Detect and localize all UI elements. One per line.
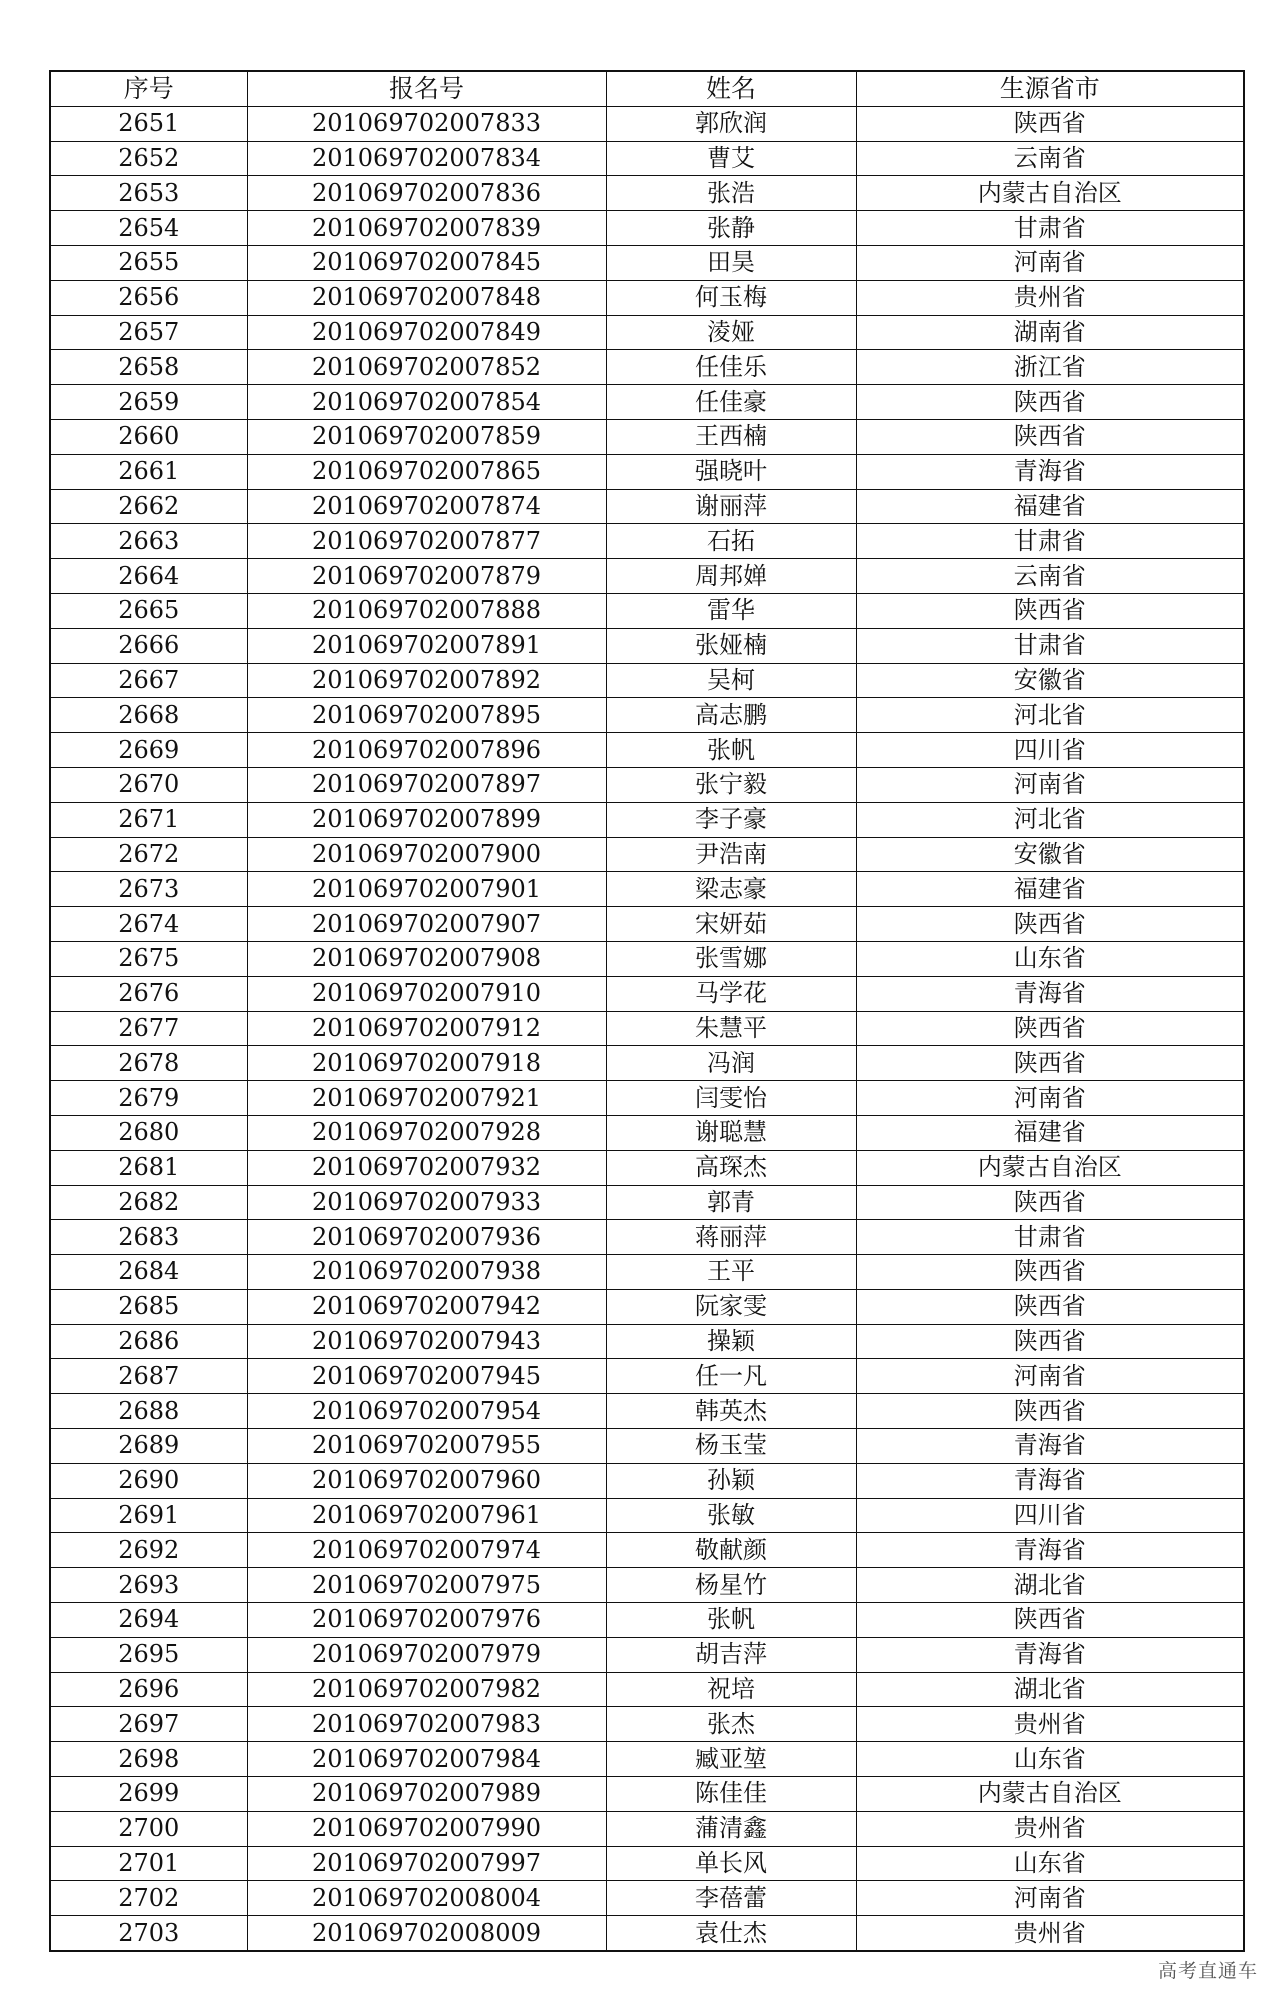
cell-name: 张宁毅: [606, 767, 856, 802]
cell-registration-number: 201069702007910: [247, 976, 606, 1011]
table-row: [50, 1707, 1244, 1742]
cell-origin-province: 陕西省: [856, 1394, 1244, 1429]
cell-origin-province: 湖北省: [856, 1568, 1244, 1603]
cell-serial-number: 2681: [50, 1150, 247, 1185]
cell-serial-number: 2671: [50, 802, 247, 837]
cell-origin-province: 陕西省: [856, 385, 1244, 420]
cell-name: 郭青: [606, 1185, 856, 1220]
table-row: [50, 733, 1244, 768]
table-row: [50, 1185, 1244, 1220]
cell-registration-number: 201069702008009: [247, 1916, 606, 1951]
table-row: [50, 1046, 1244, 1081]
header-serial-number: 序号: [50, 71, 247, 106]
table-row: [50, 698, 1244, 733]
table-row: [50, 141, 1244, 176]
cell-origin-province: 陕西省: [856, 106, 1244, 141]
cell-origin-province: 贵州省: [856, 1707, 1244, 1742]
cell-serial-number: 2677: [50, 1011, 247, 1046]
cell-serial-number: 2664: [50, 559, 247, 594]
cell-origin-province: 山东省: [856, 1742, 1244, 1777]
cell-registration-number: 201069702007961: [247, 1498, 606, 1533]
cell-serial-number: 2660: [50, 419, 247, 454]
table-row: [50, 385, 1244, 420]
cell-serial-number: 2695: [50, 1637, 247, 1672]
cell-registration-number: 201069702007839: [247, 211, 606, 246]
cell-name: 张娅楠: [606, 628, 856, 663]
cell-origin-province: 福建省: [856, 489, 1244, 524]
cell-serial-number: 2674: [50, 907, 247, 942]
cell-registration-number: 201069702007852: [247, 350, 606, 385]
cell-serial-number: 2683: [50, 1220, 247, 1255]
table-row: [50, 245, 1244, 280]
cell-name: 淩娅: [606, 315, 856, 350]
table-row: [50, 663, 1244, 698]
cell-serial-number: 2676: [50, 976, 247, 1011]
cell-serial-number: 2668: [50, 698, 247, 733]
cell-name: 杨玉莹: [606, 1429, 856, 1464]
cell-origin-province: 山东省: [856, 941, 1244, 976]
cell-name: 李蓓蕾: [606, 1881, 856, 1916]
table-row: [50, 1081, 1244, 1116]
cell-origin-province: 青海省: [856, 1533, 1244, 1568]
table-row: [50, 1672, 1244, 1707]
cell-serial-number: 2694: [50, 1603, 247, 1638]
cell-name: 郭欣润: [606, 106, 856, 141]
cell-origin-province: 陕西省: [856, 419, 1244, 454]
table-row: [50, 1463, 1244, 1498]
table-row: [50, 280, 1244, 315]
cell-origin-province: 陕西省: [856, 593, 1244, 628]
cell-origin-province: 河南省: [856, 1359, 1244, 1394]
header-registration-number: 报名号: [247, 71, 606, 106]
cell-registration-number: 201069702007895: [247, 698, 606, 733]
watermark-text: 高考直通车: [1157, 1960, 1258, 1982]
cell-origin-province: 福建省: [856, 1115, 1244, 1150]
cell-name: 任佳乐: [606, 350, 856, 385]
table-header-row: [50, 71, 1244, 106]
cell-origin-province: 青海省: [856, 1637, 1244, 1672]
cell-name: 敬献颜: [606, 1533, 856, 1568]
cell-registration-number: 201069702007979: [247, 1637, 606, 1672]
cell-name: 王西楠: [606, 419, 856, 454]
cell-name: 闫雯怡: [606, 1081, 856, 1116]
cell-origin-province: 四川省: [856, 1498, 1244, 1533]
cell-registration-number: 201069702007896: [247, 733, 606, 768]
cell-serial-number: 2687: [50, 1359, 247, 1394]
cell-registration-number: 201069702007984: [247, 1742, 606, 1777]
cell-registration-number: 201069702007955: [247, 1429, 606, 1464]
table-row: [50, 1742, 1244, 1777]
cell-serial-number: 2665: [50, 593, 247, 628]
cell-name: 宋妍茹: [606, 907, 856, 942]
cell-origin-province: 安徽省: [856, 663, 1244, 698]
cell-registration-number: 201069702007975: [247, 1568, 606, 1603]
cell-registration-number: 201069702007997: [247, 1846, 606, 1881]
cell-name: 朱慧平: [606, 1011, 856, 1046]
cell-origin-province: 山东省: [856, 1846, 1244, 1881]
cell-name: 张杰: [606, 1707, 856, 1742]
cell-origin-province: 湖南省: [856, 315, 1244, 350]
table-row: [50, 1603, 1244, 1638]
cell-origin-province: 陕西省: [856, 1185, 1244, 1220]
cell-name: 张帆: [606, 1603, 856, 1638]
cell-origin-province: 湖北省: [856, 1672, 1244, 1707]
cell-name: 张静: [606, 211, 856, 246]
table-row: [50, 1429, 1244, 1464]
cell-serial-number: 2658: [50, 350, 247, 385]
table-row: [50, 419, 1244, 454]
cell-serial-number: 2690: [50, 1463, 247, 1498]
cell-origin-province: 云南省: [856, 141, 1244, 176]
cell-serial-number: 2661: [50, 454, 247, 489]
cell-origin-province: 陕西省: [856, 1255, 1244, 1290]
cell-origin-province: 河南省: [856, 767, 1244, 802]
cell-origin-province: 青海省: [856, 1429, 1244, 1464]
cell-name: 高琛杰: [606, 1150, 856, 1185]
cell-serial-number: 2685: [50, 1289, 247, 1324]
cell-origin-province: 内蒙古自治区: [856, 1150, 1244, 1185]
header-name: 姓名: [606, 71, 856, 106]
cell-serial-number: 2692: [50, 1533, 247, 1568]
table-row: [50, 106, 1244, 141]
table-row: [50, 176, 1244, 211]
table-row: [50, 941, 1244, 976]
table-row: [50, 907, 1244, 942]
table-row: [50, 1568, 1244, 1603]
cell-origin-province: 陕西省: [856, 1289, 1244, 1324]
cell-origin-province: 陕西省: [856, 1603, 1244, 1638]
cell-name: 胡吉萍: [606, 1637, 856, 1672]
cell-name: 高志鹏: [606, 698, 856, 733]
cell-registration-number: 201069702007918: [247, 1046, 606, 1081]
table-row: [50, 1289, 1244, 1324]
cell-origin-province: 甘肃省: [856, 211, 1244, 246]
cell-serial-number: 2703: [50, 1916, 247, 1951]
table-row: [50, 976, 1244, 1011]
cell-serial-number: 2698: [50, 1742, 247, 1777]
table-body: [50, 106, 1244, 1951]
cell-serial-number: 2688: [50, 1394, 247, 1429]
cell-origin-province: 河南省: [856, 245, 1244, 280]
cell-serial-number: 2662: [50, 489, 247, 524]
cell-serial-number: 2682: [50, 1185, 247, 1220]
cell-serial-number: 2693: [50, 1568, 247, 1603]
cell-serial-number: 2656: [50, 280, 247, 315]
cell-origin-province: 内蒙古自治区: [856, 176, 1244, 211]
table-row: [50, 1220, 1244, 1255]
cell-serial-number: 2653: [50, 176, 247, 211]
cell-name: 强晓叶: [606, 454, 856, 489]
cell-registration-number: 201069702007989: [247, 1777, 606, 1812]
cell-registration-number: 201069702007954: [247, 1394, 606, 1429]
cell-registration-number: 201069702008004: [247, 1881, 606, 1916]
cell-registration-number: 201069702007877: [247, 524, 606, 559]
cell-registration-number: 201069702007921: [247, 1081, 606, 1116]
cell-name: 冯润: [606, 1046, 856, 1081]
enrollment-table: [49, 70, 1245, 1952]
cell-serial-number: 2680: [50, 1115, 247, 1150]
cell-origin-province: 河南省: [856, 1881, 1244, 1916]
table-row: [50, 1324, 1244, 1359]
cell-registration-number: 201069702007888: [247, 593, 606, 628]
cell-serial-number: 2700: [50, 1811, 247, 1846]
cell-serial-number: 2699: [50, 1777, 247, 1812]
cell-name: 曹艾: [606, 141, 856, 176]
cell-name: 张帆: [606, 733, 856, 768]
cell-registration-number: 201069702007908: [247, 941, 606, 976]
cell-name: 何玉梅: [606, 280, 856, 315]
cell-registration-number: 201069702007960: [247, 1463, 606, 1498]
table-row: [50, 524, 1244, 559]
cell-serial-number: 2678: [50, 1046, 247, 1081]
cell-registration-number: 201069702007901: [247, 872, 606, 907]
cell-name: 周邦婵: [606, 559, 856, 594]
cell-serial-number: 2684: [50, 1255, 247, 1290]
cell-name: 操颖: [606, 1324, 856, 1359]
table-row: [50, 1846, 1244, 1881]
table-row: [50, 1498, 1244, 1533]
cell-registration-number: 201069702007976: [247, 1603, 606, 1638]
cell-name: 尹浩南: [606, 837, 856, 872]
cell-registration-number: 201069702007943: [247, 1324, 606, 1359]
cell-name: 袁仕杰: [606, 1916, 856, 1951]
cell-registration-number: 201069702007936: [247, 1220, 606, 1255]
cell-serial-number: 2686: [50, 1324, 247, 1359]
cell-name: 单长风: [606, 1846, 856, 1881]
cell-serial-number: 2673: [50, 872, 247, 907]
cell-serial-number: 2701: [50, 1846, 247, 1881]
table-row: [50, 1533, 1244, 1568]
table-row: [50, 628, 1244, 663]
cell-name: 臧亚堃: [606, 1742, 856, 1777]
cell-registration-number: 201069702007899: [247, 802, 606, 837]
cell-serial-number: 2651: [50, 106, 247, 141]
cell-serial-number: 2657: [50, 315, 247, 350]
cell-registration-number: 201069702007982: [247, 1672, 606, 1707]
cell-serial-number: 2675: [50, 941, 247, 976]
table-row: [50, 1115, 1244, 1150]
cell-name: 王平: [606, 1255, 856, 1290]
cell-name: 孙颖: [606, 1463, 856, 1498]
cell-name: 韩英杰: [606, 1394, 856, 1429]
cell-name: 祝培: [606, 1672, 856, 1707]
cell-name: 梁志豪: [606, 872, 856, 907]
cell-registration-number: 201069702007859: [247, 419, 606, 454]
cell-serial-number: 2670: [50, 767, 247, 802]
cell-serial-number: 2702: [50, 1881, 247, 1916]
cell-origin-province: 贵州省: [856, 280, 1244, 315]
cell-origin-province: 甘肃省: [856, 524, 1244, 559]
cell-origin-province: 贵州省: [856, 1811, 1244, 1846]
table-row: [50, 1916, 1244, 1951]
cell-name: 谢丽萍: [606, 489, 856, 524]
cell-origin-province: 云南省: [856, 559, 1244, 594]
cell-registration-number: 201069702007879: [247, 559, 606, 594]
cell-name: 谢聪慧: [606, 1115, 856, 1150]
cell-name: 阮家雯: [606, 1289, 856, 1324]
header-origin-province: 生源省市: [856, 71, 1244, 106]
cell-serial-number: 2697: [50, 1707, 247, 1742]
cell-name: 任佳豪: [606, 385, 856, 420]
cell-registration-number: 201069702007897: [247, 767, 606, 802]
table-row: [50, 1811, 1244, 1846]
cell-registration-number: 201069702007900: [247, 837, 606, 872]
cell-registration-number: 201069702007891: [247, 628, 606, 663]
cell-name: 张雪娜: [606, 941, 856, 976]
cell-origin-province: 福建省: [856, 872, 1244, 907]
cell-origin-province: 甘肃省: [856, 1220, 1244, 1255]
cell-name: 杨星竹: [606, 1568, 856, 1603]
table-row: [50, 767, 1244, 802]
table-row: [50, 315, 1244, 350]
table-row: [50, 1394, 1244, 1429]
cell-registration-number: 201069702007983: [247, 1707, 606, 1742]
cell-serial-number: 2654: [50, 211, 247, 246]
table-row: [50, 1359, 1244, 1394]
cell-serial-number: 2689: [50, 1429, 247, 1464]
cell-serial-number: 2659: [50, 385, 247, 420]
cell-origin-province: 陕西省: [856, 1011, 1244, 1046]
table-row: [50, 350, 1244, 385]
cell-origin-province: 陕西省: [856, 1046, 1244, 1081]
table-row: [50, 1637, 1244, 1672]
cell-registration-number: 201069702007833: [247, 106, 606, 141]
cell-registration-number: 201069702007945: [247, 1359, 606, 1394]
cell-name: 雷华: [606, 593, 856, 628]
cell-registration-number: 201069702007907: [247, 907, 606, 942]
cell-name: 张敏: [606, 1498, 856, 1533]
cell-serial-number: 2666: [50, 628, 247, 663]
cell-origin-province: 河北省: [856, 802, 1244, 837]
cell-origin-province: 贵州省: [856, 1916, 1244, 1951]
table-row: [50, 1881, 1244, 1916]
cell-serial-number: 2655: [50, 245, 247, 280]
table-row: [50, 1255, 1244, 1290]
cell-serial-number: 2652: [50, 141, 247, 176]
cell-name: 蒲清鑫: [606, 1811, 856, 1846]
table-row: [50, 211, 1244, 246]
cell-origin-province: 浙江省: [856, 350, 1244, 385]
cell-registration-number: 201069702007912: [247, 1011, 606, 1046]
cell-registration-number: 201069702007892: [247, 663, 606, 698]
cell-origin-province: 河南省: [856, 1081, 1244, 1116]
cell-registration-number: 201069702007938: [247, 1255, 606, 1290]
cell-origin-province: 青海省: [856, 1463, 1244, 1498]
cell-name: 田昊: [606, 245, 856, 280]
cell-name: 石拓: [606, 524, 856, 559]
cell-registration-number: 201069702007836: [247, 176, 606, 211]
cell-registration-number: 201069702007834: [247, 141, 606, 176]
table-row: [50, 837, 1244, 872]
cell-serial-number: 2696: [50, 1672, 247, 1707]
table-row: [50, 593, 1244, 628]
cell-registration-number: 201069702007848: [247, 280, 606, 315]
cell-registration-number: 201069702007942: [247, 1289, 606, 1324]
cell-name: 陈佳佳: [606, 1777, 856, 1812]
cell-origin-province: 青海省: [856, 976, 1244, 1011]
cell-origin-province: 甘肃省: [856, 628, 1244, 663]
cell-name: 任一凡: [606, 1359, 856, 1394]
cell-name: 吴柯: [606, 663, 856, 698]
cell-registration-number: 201069702007845: [247, 245, 606, 280]
cell-registration-number: 201069702007928: [247, 1115, 606, 1150]
table-row: [50, 1011, 1244, 1046]
cell-origin-province: 陕西省: [856, 907, 1244, 942]
cell-serial-number: 2669: [50, 733, 247, 768]
cell-origin-province: 四川省: [856, 733, 1244, 768]
cell-serial-number: 2672: [50, 837, 247, 872]
cell-name: 李子豪: [606, 802, 856, 837]
table-row: [50, 559, 1244, 594]
table-row: [50, 802, 1244, 837]
table-row: [50, 1150, 1244, 1185]
table-row: [50, 872, 1244, 907]
table-row: [50, 489, 1244, 524]
cell-registration-number: 201069702007932: [247, 1150, 606, 1185]
cell-name: 马学花: [606, 976, 856, 1011]
table-row: [50, 1777, 1244, 1812]
cell-origin-province: 陕西省: [856, 1324, 1244, 1359]
cell-name: 张浩: [606, 176, 856, 211]
cell-origin-province: 河北省: [856, 698, 1244, 733]
cell-origin-province: 青海省: [856, 454, 1244, 489]
cell-serial-number: 2691: [50, 1498, 247, 1533]
cell-registration-number: 201069702007974: [247, 1533, 606, 1568]
cell-name: 蒋丽萍: [606, 1220, 856, 1255]
cell-registration-number: 201069702007865: [247, 454, 606, 489]
cell-registration-number: 201069702007849: [247, 315, 606, 350]
cell-serial-number: 2667: [50, 663, 247, 698]
cell-registration-number: 201069702007854: [247, 385, 606, 420]
cell-origin-province: 安徽省: [856, 837, 1244, 872]
cell-registration-number: 201069702007990: [247, 1811, 606, 1846]
cell-serial-number: 2679: [50, 1081, 247, 1116]
cell-registration-number: 201069702007874: [247, 489, 606, 524]
cell-origin-province: 内蒙古自治区: [856, 1777, 1244, 1812]
cell-serial-number: 2663: [50, 524, 247, 559]
cell-registration-number: 201069702007933: [247, 1185, 606, 1220]
table-row: [50, 454, 1244, 489]
